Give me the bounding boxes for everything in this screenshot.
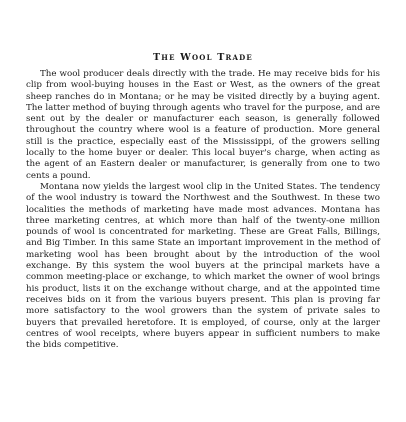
- paragraph-producer-deals: The wool producer deals directly with the trade. He may receive bids for his clip from wool-buying houses in the East or West, as the owners of the great sheep ranches do in Montana; or he may be visited directly by a buying agent. The latter method of buying through agents who travel for the purpose, and are sent out by the dealer or manufacturer each season, is generally followed throughout the country where wool is a feature of production. More general still is the practice, especially east of the Mississippi, of the growers selling locally to the home buyer or dealer. This local buyer's charge, when acting as the agent of an Eastern dealer or manufacturer, is generally from one to two cents a pound.: [26, 69, 380, 181]
- paragraph-montana-clip: Montana now yields the largest wool clip in the United States. The tendency of the wool industry is toward the Northwest and the Southwest. In these two localities the methods of marketing have made most advances. Montana has three marketing centres, at which more than half of the twenty-one million pounds of wool is concentrated for marketing. These are Great Falls, Billings, and Big Timber. In this same State an important improvement in the method of marketing wool has been brought about by the introduction of the wool exchange. By this system the wool buyers at the principal markets have a common meeting-place or exchange, to which market the owner of wool brings his product, lists it on the exchange without charge, and at the appointed time receives bids on it from the various buyers present. This plan is proving far more satisfactory to the wool growers than the system of private sales to buyers that prevailed heretofore. It is employed, of course, only at the larger centres of wool receipts, where buyers appear in sufficient numbers to make the bids competitive.: [26, 181, 380, 351]
- document-page: [26, 52, 380, 351]
- page-title: The Wool Trade: [153, 52, 253, 63]
